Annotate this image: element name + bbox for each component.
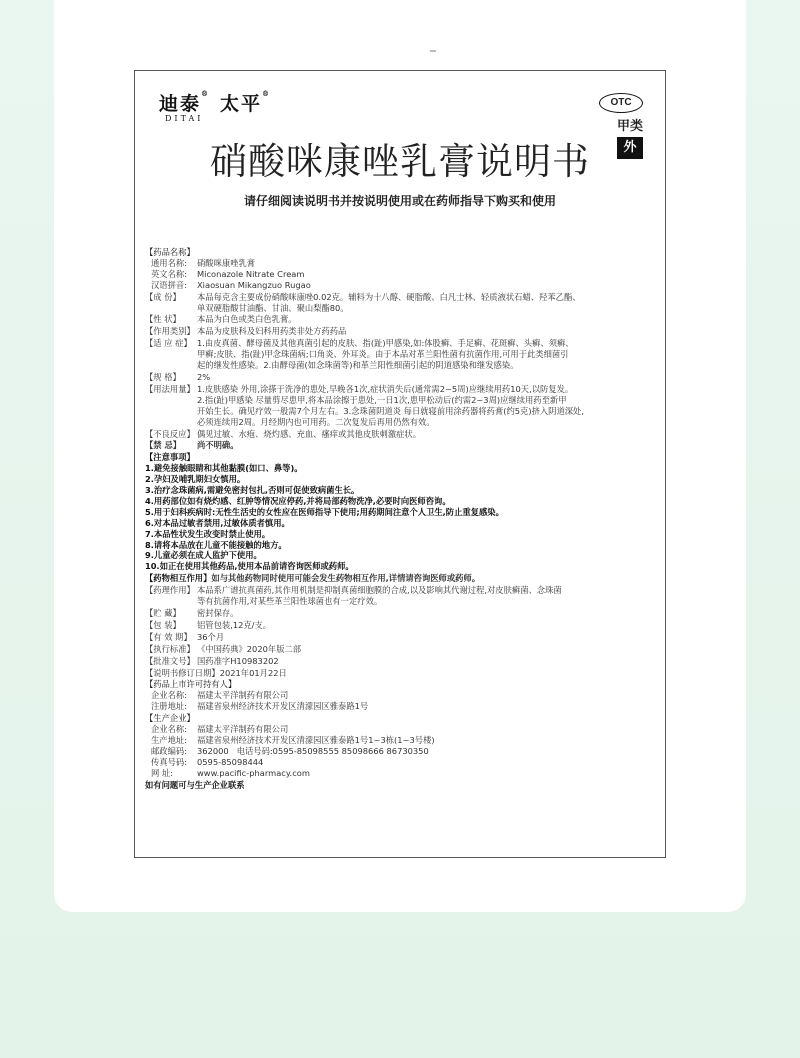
registered-mark: ® — [201, 89, 211, 98]
precaution-item: 8.请将本品放在儿童不能接触的地方。 — [145, 539, 287, 550]
usage-line: 必须连续用2周。月经期内也可用药。二次复发后再用仍然有效。 — [197, 416, 435, 427]
precaution-item: 3.治疗念珠菌病,需避免密封包扎,否则可促使致病菌生长。 — [145, 485, 360, 496]
phone-label: 电话号码: — [236, 745, 273, 756]
revision-value: 2021年01月22日 — [219, 667, 287, 678]
maker-address-label: 生产地址: — [151, 734, 187, 745]
fax-value: 0595-85098444 — [197, 756, 264, 767]
generic-name-label: 通用名称: — [151, 257, 187, 268]
postal-code-label: 邮政编码: — [151, 745, 187, 756]
indications-line: 甲癣;皮肤、指(趾)甲念珠菌病;口角炎、外耳炎。由于本品对革兰阳性菌有抗菌作用,可用于此类细菌引 — [197, 349, 569, 360]
interactions-value: 如与其他药物同时使用可能会发生药物相互作用,详情请咨询医师或药师。 — [211, 573, 481, 584]
pinyin-label: 汉语拼音: — [151, 279, 187, 290]
precaution-item: 2.孕妇及哺乳期妇女慎用。 — [145, 474, 246, 485]
indications-line: 1.由皮真菌、酵母菌及其他真菌引起的皮肤、指(趾)甲感染,如:体股癣、手足癣、花斑癣、头癣、须癣、 — [197, 338, 574, 349]
storage-label: 【贮 藏】 — [145, 608, 181, 618]
holder-address-value: 福建省泉州经济技术开发区清濛园区雅泰路1号 — [197, 701, 369, 712]
composition-label: 【成 份】 — [145, 291, 181, 302]
phone-value: 0595-85098555 85098666 86730350 — [272, 745, 429, 756]
holder-address-label: 注册地址: — [151, 701, 187, 712]
document-body — [145, 247, 645, 791]
license-holder-header: 【药品上市许可持有人】 — [145, 679, 237, 690]
website-value: www.pacific-pharmacy.com — [197, 767, 310, 778]
precaution-item: 7.本品性状发生改变时禁止使用。 — [145, 528, 271, 539]
manufacturer-header: 【生产企业】 — [145, 713, 195, 724]
appearance-label: 【性 状】 — [145, 314, 181, 325]
composition-line: 单双硬脂酸甘油酯、甘油、聚山梨酯80。 — [197, 302, 349, 313]
pinyin-value: Xiaosuan Mikangzuo Rugao — [197, 279, 311, 290]
category-a-label: 甲类 — [616, 119, 643, 134]
otc-badge: OTC — [599, 93, 643, 113]
brand-name-ditai: 迪泰 — [159, 93, 202, 115]
usage-line: 开始生长。确见疗效一般需7个月左右。3.念珠菌阴道炎 每日就寝前用涂药器将药膏(约5克)挤入阴道深处, — [197, 405, 584, 416]
holder-name-value: 福建太平洋制药有限公司 — [197, 690, 289, 701]
holder-name-label: 企业名称: — [151, 690, 187, 701]
approval-value: 国药准字H10983202 — [197, 655, 279, 666]
usage-label: 【用法用量】 — [145, 383, 195, 394]
usage-line: 2.指(趾)甲感染 尽量剪尽患甲,将本品涂擦于患处,一日1次,患甲松动后(约需2~3周)应继续用药至新甲 — [197, 394, 567, 405]
maker-name-value: 福建太平洋制药有限公司 — [197, 724, 289, 735]
package-value: 铝管包装,12克/支。 — [197, 619, 272, 630]
standard-label: 【执行标准】 — [145, 643, 195, 654]
adverse-value: 偶见过敏、水疱、烧灼感、充血、瘙痒或其他皮肤刺激症状。 — [197, 428, 422, 439]
category-label: 【作用类别】 — [145, 326, 195, 337]
spec-value: 2% — [197, 371, 211, 382]
storage-value: 密封保存。 — [197, 608, 239, 618]
indications-line: 起的继发性感染。2.由酵母菌(如念珠菌等)和革兰阳性细菌引起的阴道感染和继发感染。 — [197, 360, 519, 371]
category-value: 本品为皮肤科及妇科用药类非处方药药品 — [197, 326, 347, 337]
precaution-item: 5.用于妇科疾病时:无性生活史的女性应在医师指导下使用;用药期间注意个人卫生,防止重复感染。 — [145, 506, 504, 517]
document-subtitle: 请仔细阅读说明书并按说明使用或在药师指导下购买和使用 — [243, 194, 556, 208]
brand-logo — [159, 89, 272, 135]
precaution-item: 4.用药部位如有烧灼感、红肿等情况应停药,并将局部药物洗净,必要时向医师咨询。 — [145, 495, 451, 506]
footer-note: 如有问题可与生产企业联系 — [145, 779, 245, 790]
contra-value: 尚不明确。 — [197, 440, 239, 451]
approval-label: 【批准文号】 — [145, 655, 195, 666]
maker-name-label: 企业名称: — [151, 724, 187, 735]
indications-label: 【适 应 症】 — [145, 338, 192, 349]
package-label: 【包 装】 — [145, 619, 181, 630]
precaution-item: 10.如正在使用其他药品,使用本品前请咨询医师或药师。 — [145, 561, 354, 572]
adverse-label: 【不良反应】 — [145, 428, 195, 439]
revision-label: 【说明书修订日期】 — [145, 667, 220, 678]
generic-name-value: 硝酸咪康唑乳膏 — [197, 257, 256, 268]
precaution-item: 9.儿童必须在成人监护下使用。 — [145, 550, 262, 561]
website-label: 网 址: — [151, 767, 174, 778]
document-title: 硝酸咪康唑乳膏说明书 — [210, 140, 590, 183]
external-use-badge: 外 — [617, 137, 643, 159]
usage-line: 1.皮肤感染 外用,涂搽于洗净的患处,早晚各1次,症状消失后(通常需2~5周)应继续用药10天,以防复发。 — [197, 383, 574, 394]
instruction-sheet — [134, 70, 666, 858]
precautions-header: 【注意事项】 — [145, 452, 195, 463]
brand-name-en: DITAI — [165, 114, 204, 123]
pharmacology-label: 【药理作用】 — [145, 585, 195, 596]
spec-label: 【规 格】 — [145, 371, 181, 382]
pharmacology-line: 等有抗菌作用,对某些革兰阳性球菌也有一定疗效。 — [197, 596, 383, 607]
maker-address-value: 福建省泉州经济技术开发区清濛园区雅泰路1号1~3栋(1~3号楼) — [197, 734, 435, 745]
english-name-value: Miconazole Nitrate Cream — [197, 268, 305, 279]
interactions-label: 【药物相互作用】 — [145, 573, 212, 584]
contra-label: 【禁 忌】 — [145, 440, 182, 451]
english-name-label: 英文名称: — [151, 268, 187, 279]
validity-label: 【有 效 期】 — [145, 631, 192, 642]
pharmacology-line: 本品系广谱抗真菌药,其作用机制是抑制真菌细胞膜的合成,以及影响其代谢过程,对皮肤癣菌、念珠菌 — [197, 585, 562, 596]
appearance-value: 本品为白色或类白色乳膏。 — [197, 314, 297, 325]
fax-label: 传真号码: — [151, 756, 187, 767]
registered-mark-2: ® — [262, 89, 272, 98]
precaution-item: 1.避免接触眼睛和其他黏膜(如口、鼻等)。 — [145, 463, 303, 474]
section-drug-name-header: 【药品名称】 — [145, 247, 195, 257]
precaution-item: 6.对本品过敏者禁用,过敏体质者慎用。 — [145, 517, 290, 528]
divider — [430, 50, 436, 52]
composition-line: 本品每克含主要成份硝酸咪康唑0.02克。辅料为十八醇、硬脂酸、白凡士林、轻质液状石蜡、羟苯乙酯、 — [197, 291, 581, 302]
validity-value: 36个月 — [197, 631, 225, 642]
standard-value: 《中国药典》2020年版二部 — [197, 643, 302, 654]
postal-code-value: 362000 — [197, 745, 229, 756]
brand-name-taiping: 太平 — [220, 93, 263, 115]
